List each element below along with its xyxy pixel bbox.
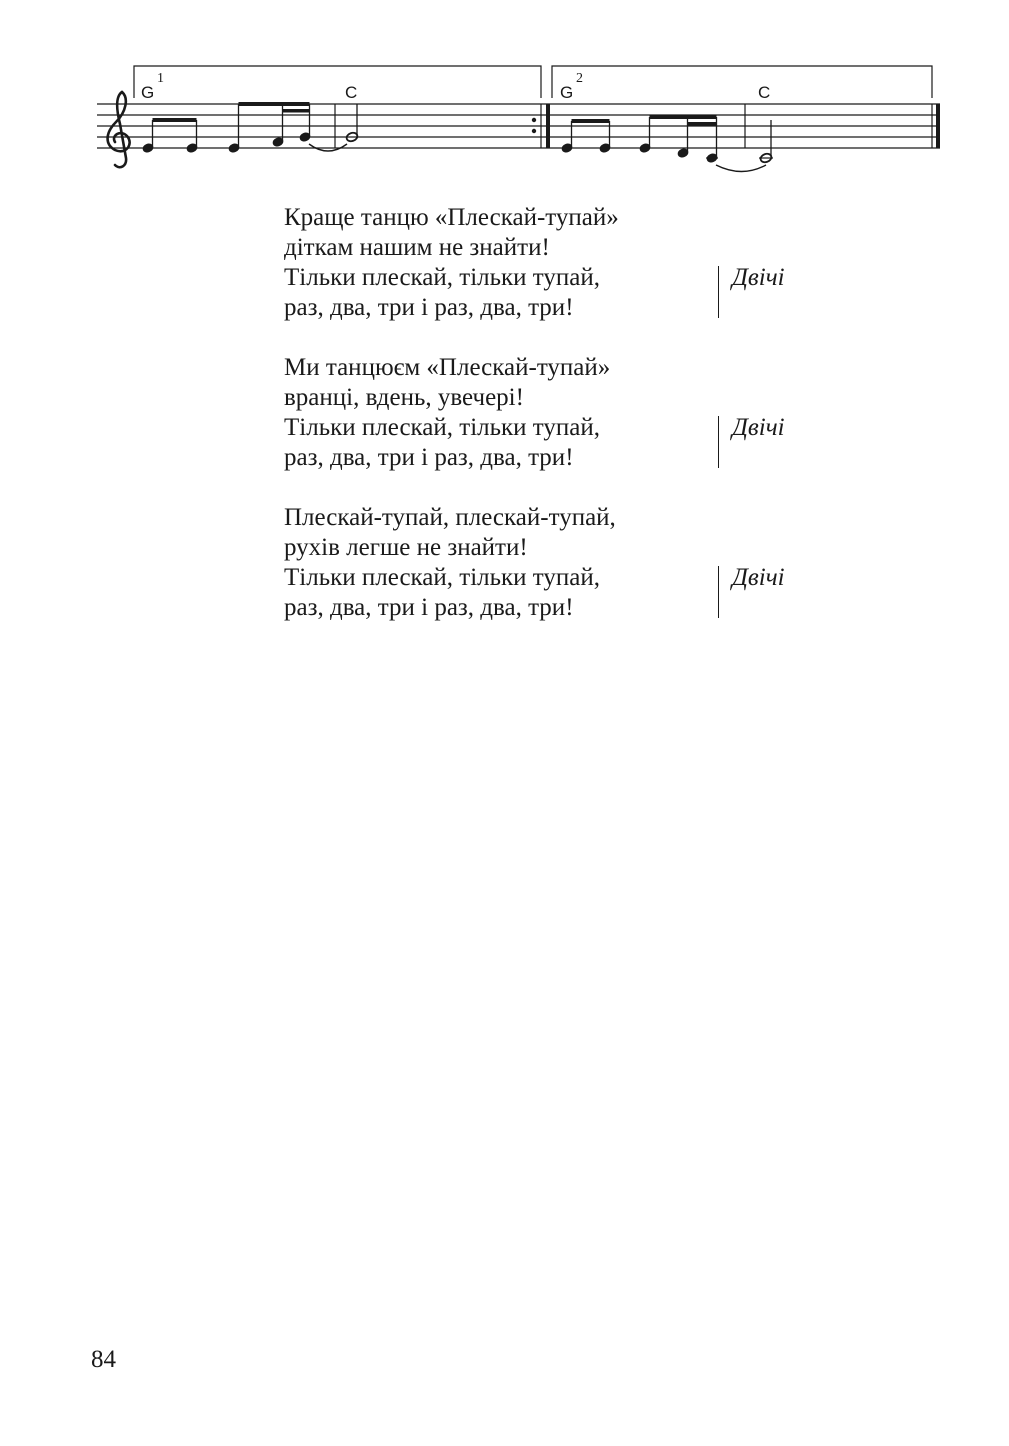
repeat-label: Двічі (732, 414, 785, 441)
lyric-line: Краще танцю «Плескай-тупай» (284, 204, 619, 231)
lyric-line: Тільки плескай, тільки тупай, (284, 414, 601, 441)
volta-2-number: 2 (576, 71, 583, 86)
lyrics (284, 203, 884, 653)
lyric-line: Плескай-тупай, плескай-тупай, (284, 504, 616, 531)
measure-1-notes (142, 102, 311, 153)
lyric-line: рухів легше не знайти! (284, 534, 528, 561)
music-staff (0, 0, 1009, 200)
lyric-line: вранці, вдень, увечері! (284, 384, 524, 411)
staff-lines (97, 104, 940, 148)
volta-bracket-2 (552, 66, 932, 98)
lyric-line: Ми танцюєм «Плескай-тупай» (284, 354, 611, 381)
lyric-line: раз, два, три і раз, два, три! (284, 294, 574, 321)
lyric-line: діткам нашим не знайти! (284, 234, 550, 261)
lyric-line: раз, два, три і раз, два, три! (284, 444, 574, 471)
stanza-2 (284, 353, 884, 473)
stanza-1 (284, 203, 884, 323)
tie (716, 165, 766, 172)
stanza-3 (284, 503, 884, 623)
repeat-label: Двічі (732, 564, 785, 591)
chord-symbol: C (345, 83, 358, 102)
measure-3-notes (561, 115, 718, 163)
lyric-line: раз, два, три і раз, два, три! (284, 594, 574, 621)
chord-symbol: G (141, 83, 155, 102)
lyric-line: Тільки плескай, тільки тупай, (284, 264, 601, 291)
repeat-bracket (718, 266, 719, 318)
repeat-label: Двічі (732, 264, 785, 291)
treble-clef-icon (108, 92, 130, 167)
chord-symbol: C (758, 83, 771, 102)
page-number: 84 (91, 1346, 116, 1373)
volta-bracket-1 (134, 66, 541, 98)
repeat-bracket (718, 416, 719, 468)
chord-symbol: G (560, 83, 574, 102)
repeat-bracket (718, 566, 719, 618)
volta-1-number: 1 (157, 71, 164, 86)
lyric-line: Тільки плескай, тільки тупай, (284, 564, 601, 591)
